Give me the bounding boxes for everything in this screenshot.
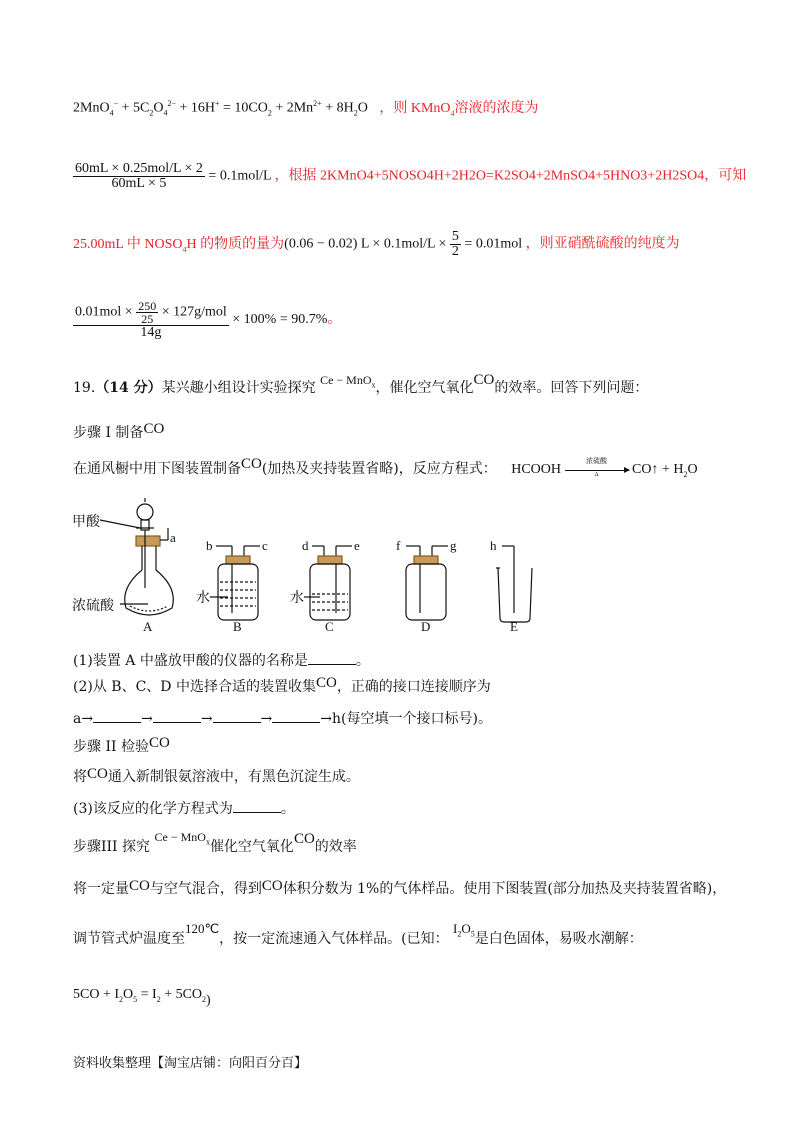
svg-text:b: b bbox=[206, 538, 213, 553]
step-1-description: 在通风橱中用下图装置制备CO(加热及夹持装置省略)，反应方程式： HCOOH 浓硫酸 Δ CO↑ + $H_2O$ bbox=[73, 456, 698, 479]
note-reaction: ，根据 2KMnO4+5NOSO4H+2H2O=K2SO4+2MnSO4+5HNO3+2H2SO4，可知 bbox=[274, 168, 747, 184]
answer-blank-2c[interactable] bbox=[213, 710, 261, 723]
step-1-title: 步骤 I 制备CO bbox=[73, 421, 165, 441]
equation-concentration: $\frac{\text{60mL × 0.25mol/L × 2}}{60mL \times 5}$ = 0.1mol/L ，根据 2KMnO4+5NOSO4H+2H2O=K2SO4+2MnSO4+5HNO3+2H2SO4，可知 bbox=[75, 161, 747, 191]
label-water-b: 水 bbox=[196, 591, 210, 606]
note-purity: ，则亚硝酰硫酸的纯度为 bbox=[525, 236, 680, 252]
svg-text:d: d bbox=[302, 538, 309, 553]
svg-text:g: g bbox=[450, 538, 457, 553]
answer-blank-2a[interactable] bbox=[93, 710, 141, 723]
answer-blank-1[interactable] bbox=[308, 652, 356, 665]
question-3: (3)该反应的化学方程式为 。 bbox=[73, 801, 295, 817]
step-3-description-2: 调节管式炉温度至120℃，按一定流速通入气体样品。(已知： $I_2O_5$是白色固体，易吸水潮解： bbox=[73, 921, 643, 947]
apparatus-a bbox=[72, 498, 176, 634]
apparatus-diagram bbox=[70, 498, 550, 638]
label-formic-acid: 甲酸 bbox=[72, 515, 100, 530]
answer-blank-3[interactable] bbox=[233, 800, 281, 813]
footer-source: 资料收集整理【淘宝店铺：向阳百分百】 bbox=[73, 1056, 308, 1071]
fraction-concentration: $\frac{\text{60mL × 0.25mol/L × 2}}{60mL \times 5}$ bbox=[75, 161, 203, 191]
label-water-c: 水 bbox=[290, 591, 304, 606]
fraction-purity: 0.01mol × $\frac{250}{25}$ × 127g/mol 14g bbox=[75, 299, 227, 340]
apparatus-d bbox=[396, 538, 457, 634]
step-3-description: 将一定量CO与空气混合，得到CO体积分数为 1%的气体样品。使用下图装置(部分加热及夹持装置省略)， bbox=[73, 878, 727, 897]
apparatus-e bbox=[490, 538, 532, 634]
equation-oxalate-permanganate: $2MnO_4^- + 5C_2O_4^{2-} + 16H^+ = 10CO_2 + 2Mn^{2+} + 8H_2O$ ，则 KMnO$_4$溶液的浓度为 bbox=[73, 99, 539, 118]
svg-text:e: e bbox=[354, 538, 360, 553]
equation-moles: 25.00mL 中 $NOSO_4H$ 的物质的量为(0.06 − 0.02) L × 0.1mol/L × $\frac{5}{2}$ = 0.01mol ，则亚硝酰硫酸的纯度为 bbox=[73, 229, 680, 259]
answer-blank-2d[interactable] bbox=[272, 710, 320, 723]
equation-purity: 0.01mol × $\frac{250}{25}$ × 127g/mol 14g × 100% = 90.7%。 bbox=[75, 299, 342, 340]
svg-text:h: h bbox=[490, 538, 497, 553]
answer-blank-2b[interactable] bbox=[153, 710, 201, 723]
step-2-description: 将CO通入新制银氨溶液中，有黑色沉淀生成。 bbox=[73, 766, 360, 785]
svg-text:A: A bbox=[143, 619, 153, 634]
svg-text:D: D bbox=[421, 619, 431, 634]
question-19-header: 19.（14 分）某兴趣小组设计实验探究 Ce − MnO$_x$，催化空气氧化CO的效率。回答下列问题： bbox=[73, 372, 649, 396]
svg-text:E: E bbox=[510, 619, 518, 634]
svg-text:a: a bbox=[170, 530, 176, 545]
step-3-title: 步骤III 探究 Ce − MnO$_x$催化空气氧化CO的效率 bbox=[73, 830, 357, 855]
svg-text:B: B bbox=[233, 619, 242, 634]
note-kmno4-conc: ，则 KMnO$_4$溶液的浓度为 bbox=[379, 100, 539, 118]
equation-iodine-pentoxide: $5CO + I_2O_5 = I_2 + 5CO_2$) bbox=[73, 987, 211, 1008]
question-2-sequence: a→ → → → →h(每空填一个接口标号)。 bbox=[73, 711, 492, 727]
question-2: (2)从 B、C、D 中选择合适的装置收集CO，正确的接口连接顺序为 bbox=[73, 675, 491, 695]
label-conc-sulfuric: 浓硫酸 bbox=[72, 599, 114, 614]
svg-text:c: c bbox=[262, 538, 268, 553]
note-moles-prefix: 25.00mL 中 $NOSO_4H$ 的物质的量为 bbox=[73, 236, 285, 254]
apparatus-b bbox=[196, 538, 268, 634]
step-2-title: 步骤 II 检验CO bbox=[73, 735, 170, 755]
formic-acid-equation: HCOOH 浓硫酸 Δ CO↑ + $H_2O$ bbox=[511, 456, 698, 479]
question-1: (1)装置 A 中盛放甲酸的仪器的名称是 。 bbox=[73, 653, 370, 669]
svg-text:f: f bbox=[396, 538, 401, 553]
svg-text:C: C bbox=[325, 619, 334, 634]
apparatus-c bbox=[290, 538, 360, 634]
